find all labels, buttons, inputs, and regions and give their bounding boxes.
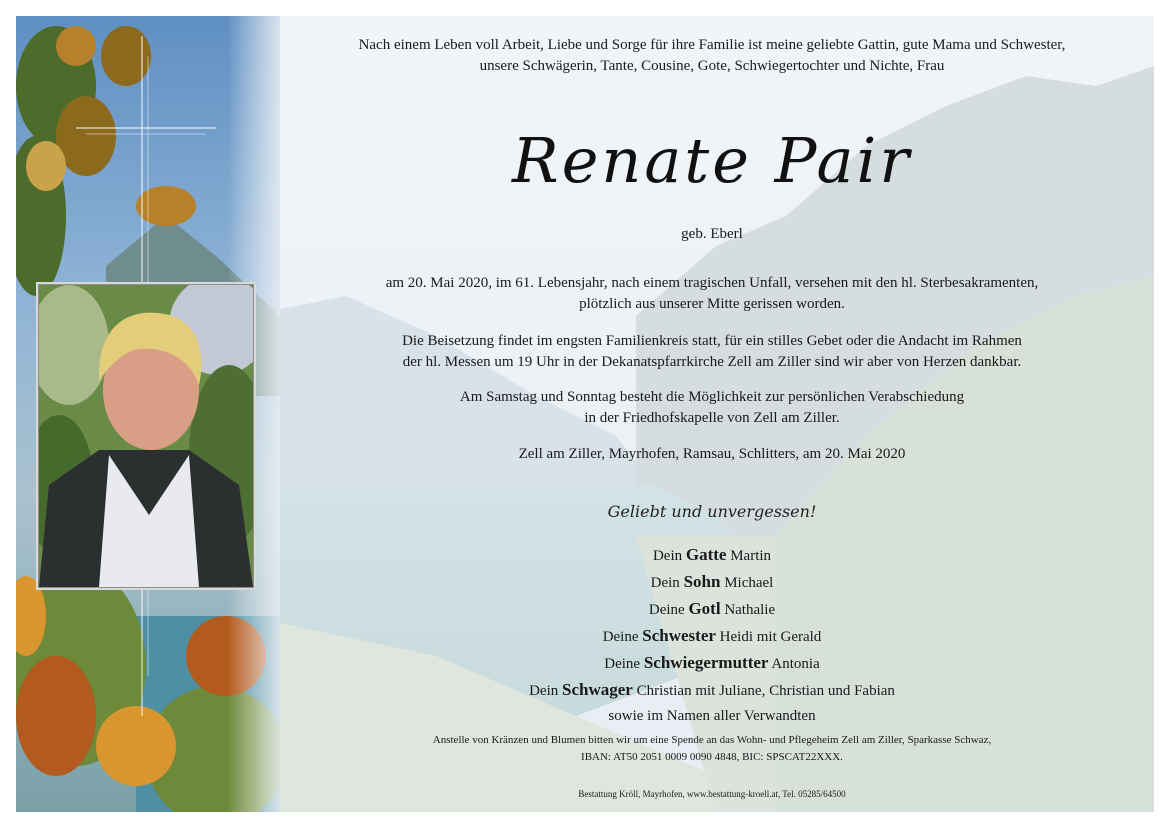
farewell-notice-line: Am Samstag und Sonntag besteht die Möglichkeit zur persönlichen Verabschiedung: [459, 389, 965, 405]
mourner-row: [286, 623, 1138, 650]
mourner-prefix: Deine: [602, 629, 639, 645]
mourner-row: [286, 650, 1138, 677]
death-notice-line: plötzlich aus unserer Mitte gerissen worden.: [579, 296, 845, 312]
mourner-names: Antonia: [771, 656, 820, 672]
mourner-names: Christian mit Juliane, Christian und Fabian: [636, 683, 895, 699]
death-notice: [286, 273, 1138, 315]
mourner-names: Nathalie: [724, 602, 776, 618]
funeral-notice: [286, 331, 1138, 373]
mourner-names: Michael: [724, 575, 774, 591]
mourner-row: [286, 542, 1138, 569]
portrait-photo: [38, 284, 254, 588]
funeral-notice-line: der hl. Messen um 19 Uhr in der Dekanatspfarrkirche Zell am Ziller sind wir aber von Herzen dankbar.: [402, 354, 1022, 370]
mourner-row: [286, 677, 1138, 704]
place-date: Zell am Ziller, Mayrhofen, Ramsau, Schlitters, am 20. Mai 2020: [518, 446, 906, 462]
mourner-prefix: Dein: [650, 575, 680, 591]
funeral-notice-line: Die Beisetzung findet im engsten Familienkreis statt, für ein stilles Gebet oder die Andacht im Rahmen: [402, 333, 1022, 349]
deceased-name: Renate Pair: [512, 124, 912, 197]
mourner-prefix: Deine: [604, 656, 641, 672]
mourner-prefix: Deine: [648, 602, 685, 618]
mourner-role: Schwiegermutter: [643, 653, 769, 672]
funeral-home-footer: Bestattung Kröll, Mayrhofen, www.bestattung-kroell.at, Tel. 05285/64500: [578, 789, 846, 799]
obituary-card: [16, 16, 1154, 812]
farewell-notice: [286, 387, 1138, 429]
maiden-name: geb. Eberl: [681, 226, 743, 242]
mourner-prefix: Dein: [529, 683, 559, 699]
donation-line: IBAN: AT50 2051 0009 0090 4848, BIC: SPSCAT22XXX.: [581, 751, 843, 763]
mourner-role: Sohn: [683, 572, 721, 591]
mourner-role: Schwager: [562, 680, 633, 699]
intro-line: Nach einem Leben voll Arbeit, Liebe und Sorge für ihre Familie ist meine geliebte Gattin, gute Mama und Schwester,: [358, 37, 1066, 53]
mourner-role: Gotl: [688, 599, 721, 618]
intro-text: [286, 35, 1138, 77]
mourner-role: Gatte: [685, 545, 727, 564]
mourner-prefix: Dein: [652, 548, 683, 564]
mourners-list: [286, 542, 1138, 729]
farewell-notice-line: in der Friedhofskapelle von Zell am Ziller.: [584, 410, 840, 426]
mourners-closing: sowie im Namen aller Verwandten: [608, 708, 816, 724]
donation-line: Anstelle von Kränzen und Blumen bitten wir um eine Spende an das Wohn- und Pflegeheim Zell am Ziller, Sparkasse Schwaz,: [432, 734, 992, 746]
mourner-role: Schwester: [642, 626, 716, 645]
motto: Geliebt und unvergessen!: [607, 502, 817, 521]
donation-note: [286, 732, 1138, 766]
mourner-names: Heidi mit Gerald: [719, 629, 822, 645]
mourner-names: Martin: [730, 548, 772, 564]
mourner-row: [286, 569, 1138, 596]
death-notice-line: am 20. Mai 2020, im 61. Lebensjahr, nach einem tragischen Unfall, versehen mit den hl. Sterbesakramenten,: [385, 275, 1039, 291]
intro-line: unsere Schwägerin, Tante, Cousine, Gote, Schwiegertochter und Nichte, Frau: [479, 58, 945, 74]
mourner-row: [286, 596, 1138, 623]
